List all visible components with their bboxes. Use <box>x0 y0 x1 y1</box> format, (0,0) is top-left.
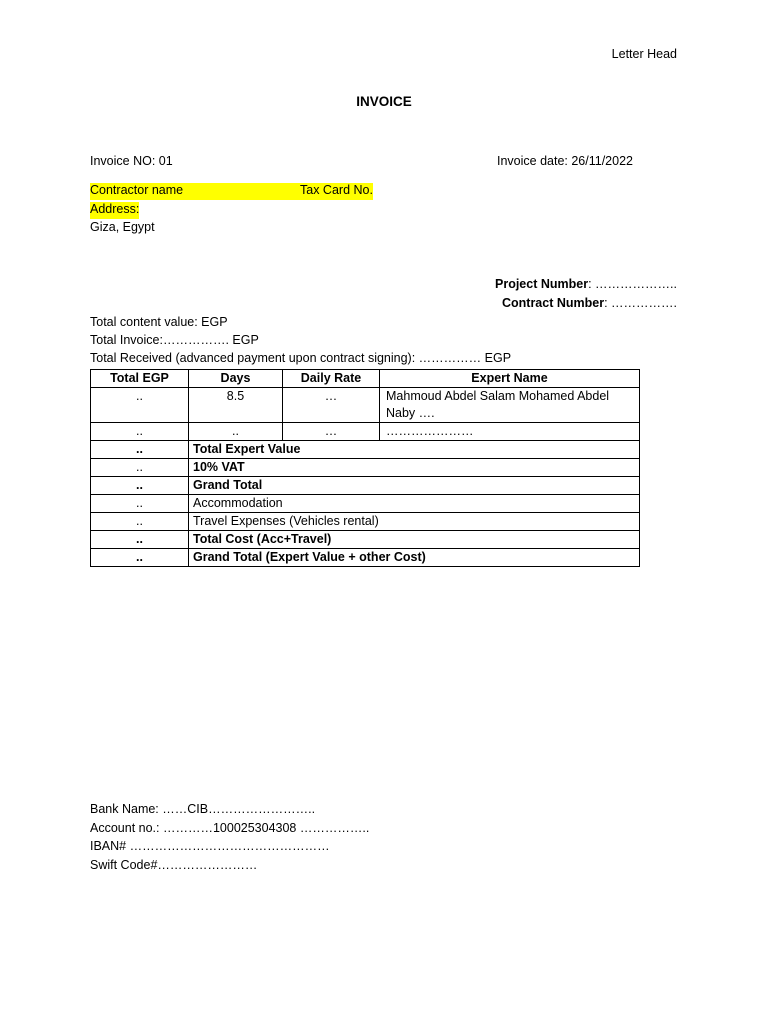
cell-total: .. <box>91 495 189 513</box>
cell-rate: … <box>283 388 380 423</box>
swift-code: Swift Code#…………………… <box>90 858 258 872</box>
tax-card-label: Tax Card No. <box>300 183 373 197</box>
invoice-number: Invoice NO: 01 <box>90 154 173 168</box>
contract-number-value: : ……………. <box>604 296 677 310</box>
account-number: Account no.: …………100025304308 …………….. <box>90 821 370 835</box>
cell-days: .. <box>189 423 283 441</box>
iban: IBAN# ………………………………………… <box>90 839 330 853</box>
cell-total: .. <box>91 388 189 423</box>
contractor-name-label: Contractor name <box>90 183 184 197</box>
summary-row <box>91 513 640 531</box>
cell-total: .. <box>91 459 189 477</box>
cell-total: .. <box>91 549 189 567</box>
summary-row <box>91 441 640 459</box>
summary-row <box>91 531 640 549</box>
summary-label: Grand Total (Expert Value + other Cost) <box>189 549 640 567</box>
cell-total: .. <box>91 513 189 531</box>
header-days: Days <box>189 370 283 388</box>
summary-row <box>91 495 640 513</box>
summary-row <box>91 549 640 567</box>
table-row <box>91 423 640 441</box>
summary-label: Total Expert Value <box>189 441 640 459</box>
cell-total: .. <box>91 441 189 459</box>
bank-name: Bank Name: ……CIB…………………….. <box>90 802 316 816</box>
total-content-value: Total content value: EGP <box>90 315 228 329</box>
cell-total: .. <box>91 531 189 549</box>
cell-total: .. <box>91 477 189 495</box>
contract-number-label: Contract Number <box>501 296 605 310</box>
summary-label: Total Cost (Acc+Travel) <box>189 531 640 549</box>
cell-total: .. <box>91 423 189 441</box>
cell-days: 8.5 <box>189 388 283 423</box>
summary-label: Grand Total <box>189 477 640 495</box>
summary-row <box>91 459 640 477</box>
header-expert-name: Expert Name <box>380 370 640 388</box>
total-invoice: Total Invoice:……………. EGP <box>90 333 259 347</box>
project-number-label: Project Number <box>495 277 589 291</box>
contract-number <box>502 296 677 310</box>
summary-row <box>91 477 640 495</box>
project-number <box>495 277 677 291</box>
cell-rate: … <box>283 423 380 441</box>
summary-label: 10% VAT <box>189 459 640 477</box>
project-number-value: : ……………….. <box>588 277 677 291</box>
address-value: Giza, Egypt <box>90 220 155 234</box>
table-row <box>91 388 640 423</box>
header-total-egp: Total EGP <box>91 370 189 388</box>
expert-table <box>90 369 640 567</box>
summary-label: Travel Expenses (Vehicles rental) <box>189 513 640 531</box>
summary-label: Accommodation <box>189 495 640 513</box>
table-header-row <box>91 370 640 388</box>
invoice-title: INVOICE <box>356 94 412 109</box>
address-label: Address: <box>90 202 139 219</box>
header-daily-rate: Daily Rate <box>283 370 380 388</box>
letter-head: Letter Head <box>611 47 677 61</box>
total-received: Total Received (advanced payment upon contract signing): …………… EGP <box>90 351 512 365</box>
cell-expert-name: ………………… <box>380 423 640 441</box>
invoice-date: Invoice date: 26/11/2022 <box>497 154 633 168</box>
cell-expert-name: Mahmoud Abdel Salam Mohamed Abdel Naby …. <box>380 388 640 423</box>
